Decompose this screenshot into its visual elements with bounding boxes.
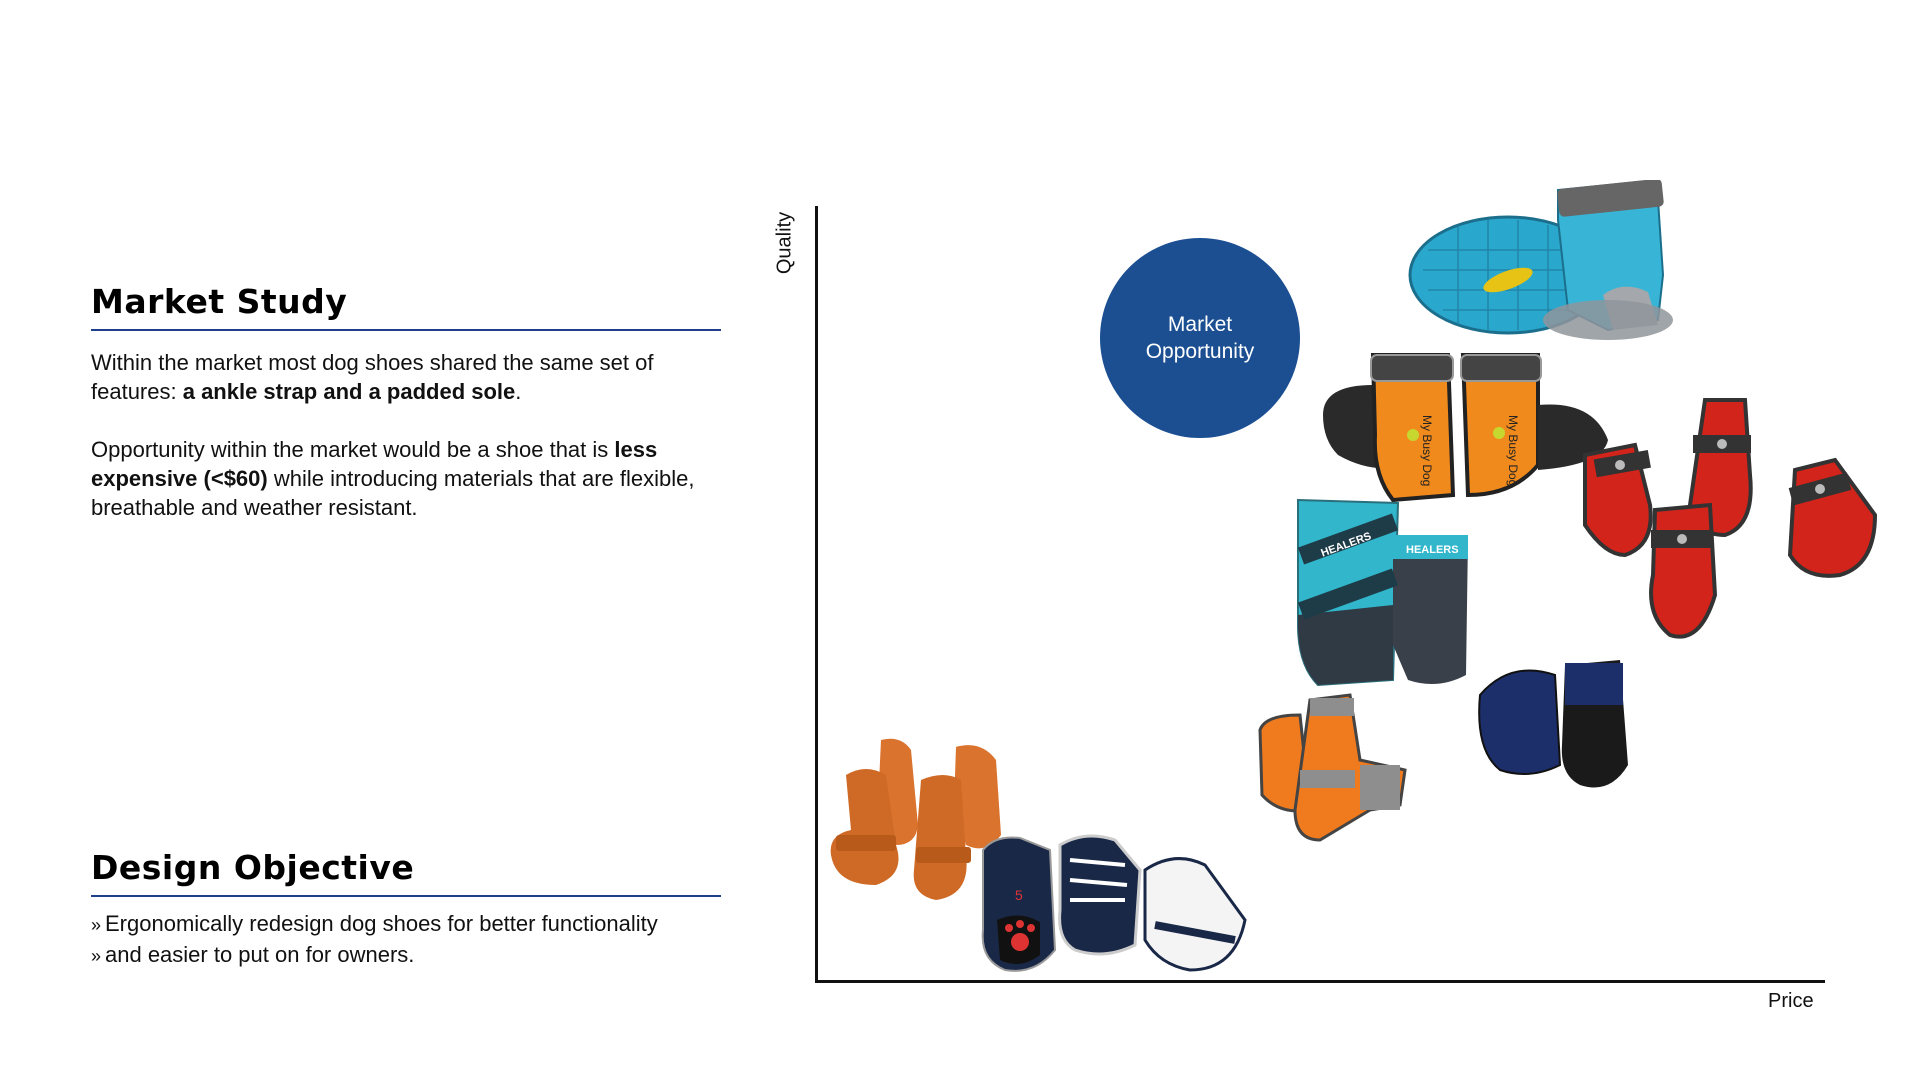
healers-boots-image xyxy=(1288,495,1473,690)
circle-label-line-2: Opportunity xyxy=(1145,340,1255,363)
market-study-heading: Market Study xyxy=(91,282,348,321)
design-objective-divider xyxy=(91,895,721,897)
red-boots-image xyxy=(1575,395,1880,645)
design-objective-list xyxy=(91,909,721,971)
sneaker-booties-image xyxy=(975,830,1250,978)
y-axis-label-box xyxy=(770,208,800,278)
market-study-divider xyxy=(91,329,721,331)
market-opportunity-circle xyxy=(1100,238,1300,438)
circle-label-line-1: Market xyxy=(1167,313,1233,336)
market-study-paragraph-1: Within the market most dog shoes shared the same set of features: a ankle strap and a padded sole. xyxy=(91,350,654,404)
market-study-section xyxy=(91,282,721,522)
design-objective-section xyxy=(91,848,721,971)
list-item: » Ergonomically redesign dog shoes for better functionality xyxy=(91,909,721,940)
chevron-bullet-icon: » xyxy=(91,915,102,935)
teal-trail-boots-image xyxy=(1408,180,1678,360)
design-objective-heading: Design Objective xyxy=(91,848,415,887)
orange-sport-boots-image xyxy=(1250,690,1410,850)
healers-logo-text: HEALERS xyxy=(1406,544,1459,556)
x-axis-label: Price xyxy=(1768,990,1814,1012)
my-busy-dog-logo-text: My Busy Dog xyxy=(1506,415,1520,487)
y-axis-line xyxy=(815,206,818,983)
my-busy-dog-boots-image xyxy=(1313,345,1613,505)
list-item: » and easier to put on for owners. xyxy=(91,940,721,971)
healers-logo-text: HEALERS xyxy=(1319,530,1373,560)
my-busy-dog-logo-text: My Busy Dog xyxy=(1420,415,1434,487)
paw-number-text: 5 xyxy=(1015,887,1023,903)
navy-booties-image xyxy=(1470,655,1635,795)
chevron-bullet-icon: » xyxy=(91,946,102,966)
x-axis-line xyxy=(815,980,1825,983)
y-axis-label: Quality xyxy=(773,211,796,275)
market-study-paragraph-2: Opportunity within the market would be a shoe that is less expensive (<$60) while introducing materials that are flexible, breathable and weather resistant. xyxy=(91,437,695,520)
